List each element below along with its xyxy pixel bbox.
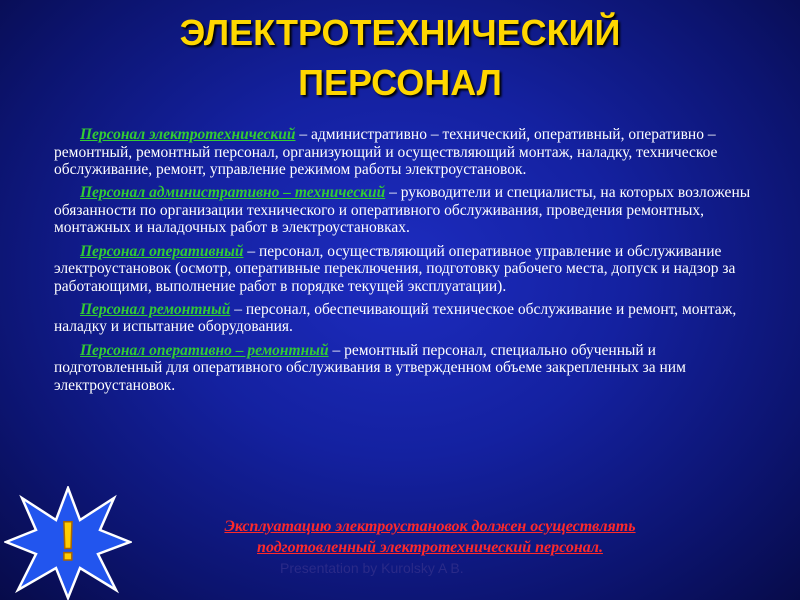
notice-line-1: Эксплуатацию электроустановок должен осуществлять bbox=[224, 518, 636, 535]
footer-credit: Presentation by Kurolsky A B. bbox=[280, 560, 464, 576]
definition-term: Персонал оперативно – ремонтный bbox=[80, 341, 329, 359]
notice-text bbox=[130, 516, 730, 558]
title-line-2: ПЕРСОНАЛ bbox=[298, 62, 502, 103]
definition-paragraph bbox=[54, 301, 754, 336]
definition-text: – персонал, осуществляющий оперативное управление и обслуживание электроустановок (осмотр, оперативные переключения, подготовку рабочего места, допуск и надзор за работающими, выполнение работ в порядке текущей эксплуатации). bbox=[54, 242, 736, 295]
title-line-1: ЭЛЕКТРОТЕХНИЧЕСКИЙ bbox=[179, 12, 621, 53]
definition-text: – административно – технический, оперативный, оперативно – ремонтный, ремонтный персонал, организующий и осуществляющий монтаж, наладку, техническое обслуживание, ремонт, управление режимом работы электроустановок. bbox=[54, 126, 718, 179]
definition-term: Персонал электротехнический bbox=[80, 126, 296, 143]
exclamation-burst-icon bbox=[4, 486, 132, 600]
definition-term: Персонал административно – технический bbox=[80, 184, 386, 202]
definition-text: – ремонтный персонал, специально обученный и подготовленный для оперативного обслуживания в утвержденном объеме закрепленных за ним электроустановок. bbox=[54, 341, 686, 394]
definitions-list bbox=[54, 126, 754, 400]
definition-paragraph bbox=[54, 126, 754, 179]
definition-paragraph bbox=[54, 184, 754, 237]
notice-line-2: подготовленный электротехнический персонал. bbox=[257, 539, 603, 556]
exclamation-mark: ! bbox=[58, 509, 78, 572]
definition-paragraph bbox=[54, 342, 754, 395]
definition-term: Персонал ремонтный bbox=[80, 300, 231, 318]
definition-text: – персонал, обеспечивающий техническое обслуживание и ремонт, монтаж, наладку и испытание оборудования. bbox=[54, 300, 737, 336]
definition-text: – руководители и специалисты, на которых возложены обязанности по организации технического и оперативного обслуживания, проведения ремонтных, монтажных и наладочных работ в электроустановках. bbox=[54, 184, 751, 237]
definition-paragraph bbox=[54, 243, 754, 296]
slide-title bbox=[0, 8, 800, 108]
definition-term: Персонал оперативный bbox=[80, 242, 244, 260]
